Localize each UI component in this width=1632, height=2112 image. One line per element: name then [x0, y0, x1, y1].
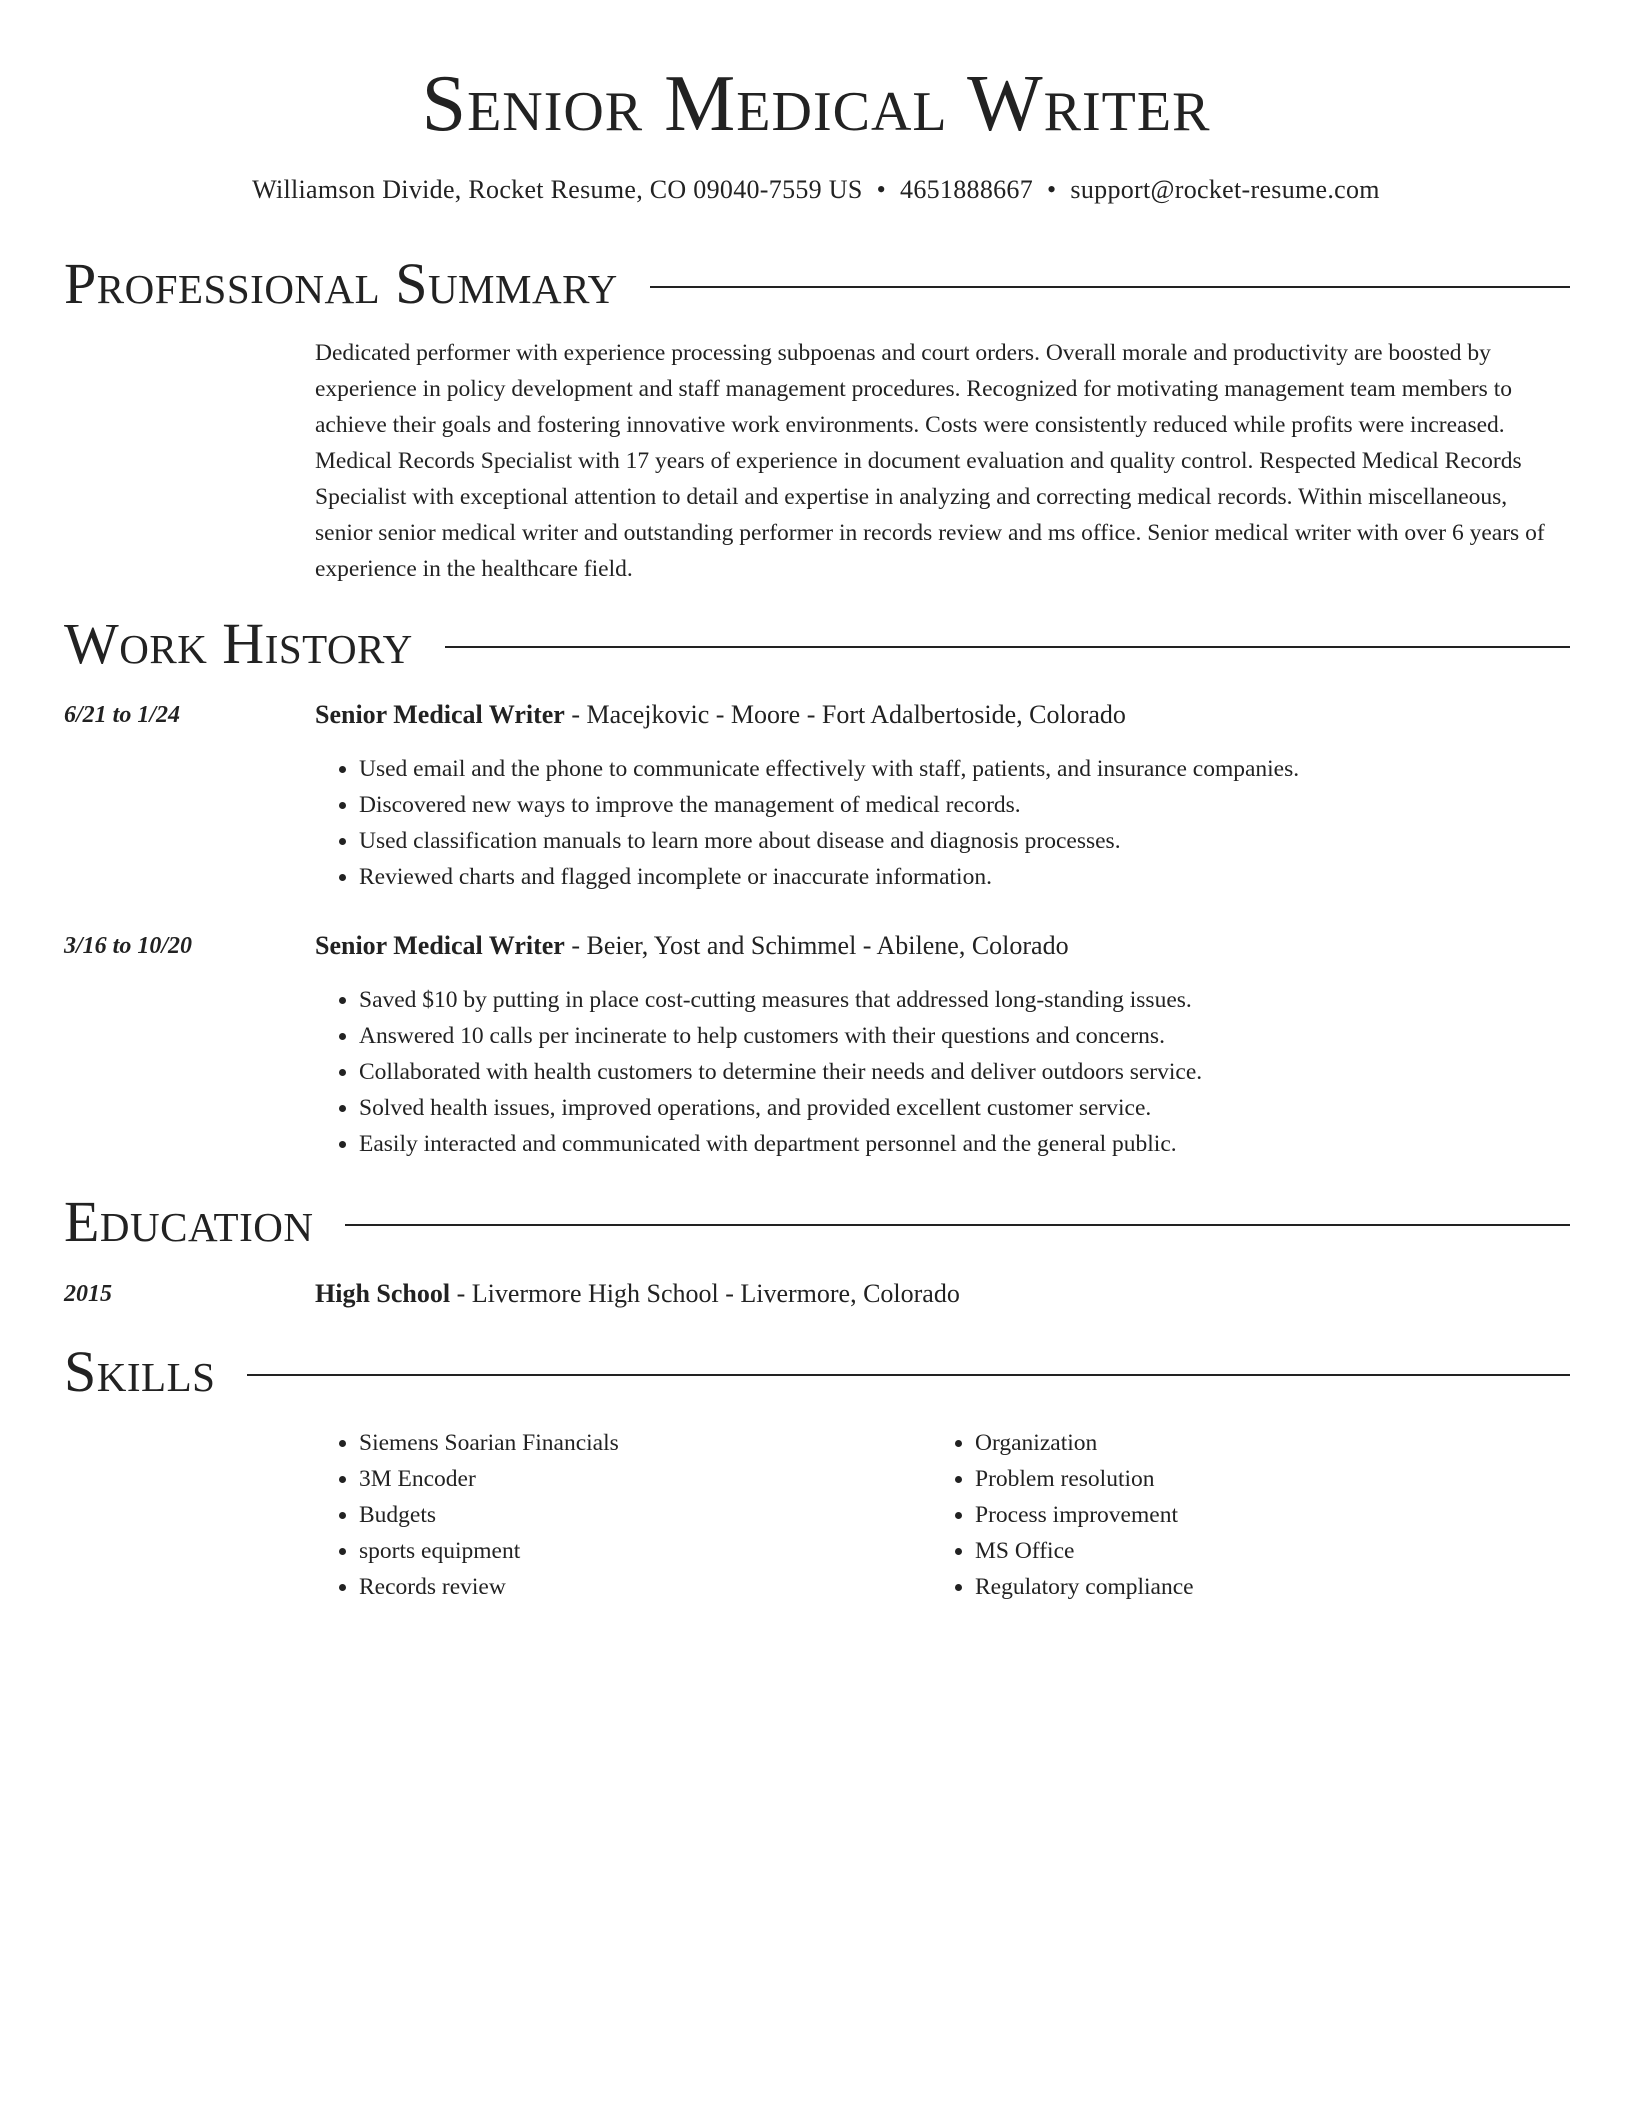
contact-separator: •	[876, 175, 887, 204]
job-dates: 3/16 to 10/20	[64, 933, 193, 959]
job-title: Senior Medical Writer	[315, 931, 565, 960]
education-year: 2015	[64, 1281, 112, 1307]
summary-section-header	[64, 251, 1570, 317]
resume-name: Senior Medical Writer	[421, 60, 1211, 148]
job-heading	[315, 928, 1570, 964]
skill-item: • Regulatory compliance	[975, 1569, 1575, 1605]
education-entry	[315, 1276, 1570, 1312]
skill-item: • Organization	[975, 1425, 1575, 1461]
summary-text: Dedicated performer with experience processing subpoenas and court orders. Overall morale and productivity are boosted by experience in policy development and staff management procedures. Recognized for motivating management team members to achieve their goals and fostering innovative work environments. Costs were consistently reduced while profits were increased. Medical Records Specialist with 17 years of experience in document evaluation and quality control. Respected Medical Records Specialist with exceptional attention to detail and expertise in analyzing and correcting medical records. Within miscellaneous, senior senior medical writer and outstanding performer in records review and ms office. Senior medical writer with over 6 years of experience in the healthcare field.	[315, 340, 1545, 582]
job-bullet: • Discovered new ways to improve the management of medical records.	[359, 787, 1614, 823]
skill-item: • MS Office	[975, 1533, 1575, 1569]
job-bullet: • Used classification manuals to learn more about disease and diagnosis processes.	[359, 823, 1614, 859]
education-details: - Livermore High School - Livermore, Colorado	[450, 1279, 960, 1308]
section-divider	[445, 646, 1570, 648]
skill-item: • Records review	[359, 1569, 929, 1605]
education-section-header	[64, 1189, 1570, 1255]
skill-item: • Siemens Soarian Financials	[359, 1425, 929, 1461]
skill-item: • Budgets	[359, 1497, 929, 1533]
skill-item: • Problem resolution	[975, 1461, 1575, 1497]
contact-address: Williamson Divide, Rocket Resume, CO 09040-7559 US	[252, 175, 863, 204]
job-bullet: • Collaborated with health customers to determine their needs and deliver outdoors service.	[359, 1054, 1614, 1090]
work-section-header	[64, 611, 1570, 677]
education-heading: Education	[64, 1189, 314, 1254]
job-bullet: • Easily interacted and communicated with department personnel and the general public.	[359, 1126, 1614, 1162]
summary-heading: Professional Summary	[64, 251, 618, 316]
job-bullet: • Saved $10 by putting in place cost-cutting measures that addressed long-standing issues.	[359, 982, 1614, 1018]
job-details: - Beier, Yost and Schimmel - Abilene, Colorado	[564, 931, 1069, 960]
job-heading	[315, 697, 1570, 733]
section-divider	[247, 1374, 1570, 1376]
skills-heading: Skills	[64, 1339, 216, 1404]
job-bullets	[315, 982, 1614, 1162]
job-details: - Macejkovic - Moore - Fort Adalbertoside, Colorado	[564, 700, 1126, 729]
job-bullet: • Answered 10 calls per incinerate to help customers with their questions and concerns.	[359, 1018, 1614, 1054]
contact-line	[0, 173, 1632, 207]
section-divider	[650, 286, 1570, 288]
contact-email: support@rocket-resume.com	[1070, 175, 1380, 204]
work-heading: Work History	[64, 611, 413, 676]
job-bullets	[315, 751, 1614, 895]
job-bullet: • Reviewed charts and flagged incomplete or inaccurate information.	[359, 859, 1614, 895]
skill-item: • Process improvement	[975, 1497, 1575, 1533]
skills-list-left	[315, 1425, 929, 1605]
skills-section-header	[64, 1339, 1570, 1405]
skills-list-right	[931, 1425, 1575, 1605]
contact-separator: •	[1047, 175, 1057, 204]
job-bullet: • Solved health issues, improved operations, and provided excellent customer service.	[359, 1090, 1614, 1126]
job-bullet: • Used email and the phone to communicate effectively with staff, patients, and insurance companies.	[359, 751, 1614, 787]
education-degree: High School	[315, 1279, 451, 1308]
contact-phone: 4651888667	[900, 175, 1034, 204]
job-title: Senior Medical Writer	[315, 700, 565, 729]
skill-item: • 3M Encoder	[359, 1461, 929, 1497]
job-dates: 6/21 to 1/24	[64, 702, 181, 728]
section-divider	[345, 1224, 1570, 1226]
skill-item: • sports equipment	[359, 1533, 929, 1569]
